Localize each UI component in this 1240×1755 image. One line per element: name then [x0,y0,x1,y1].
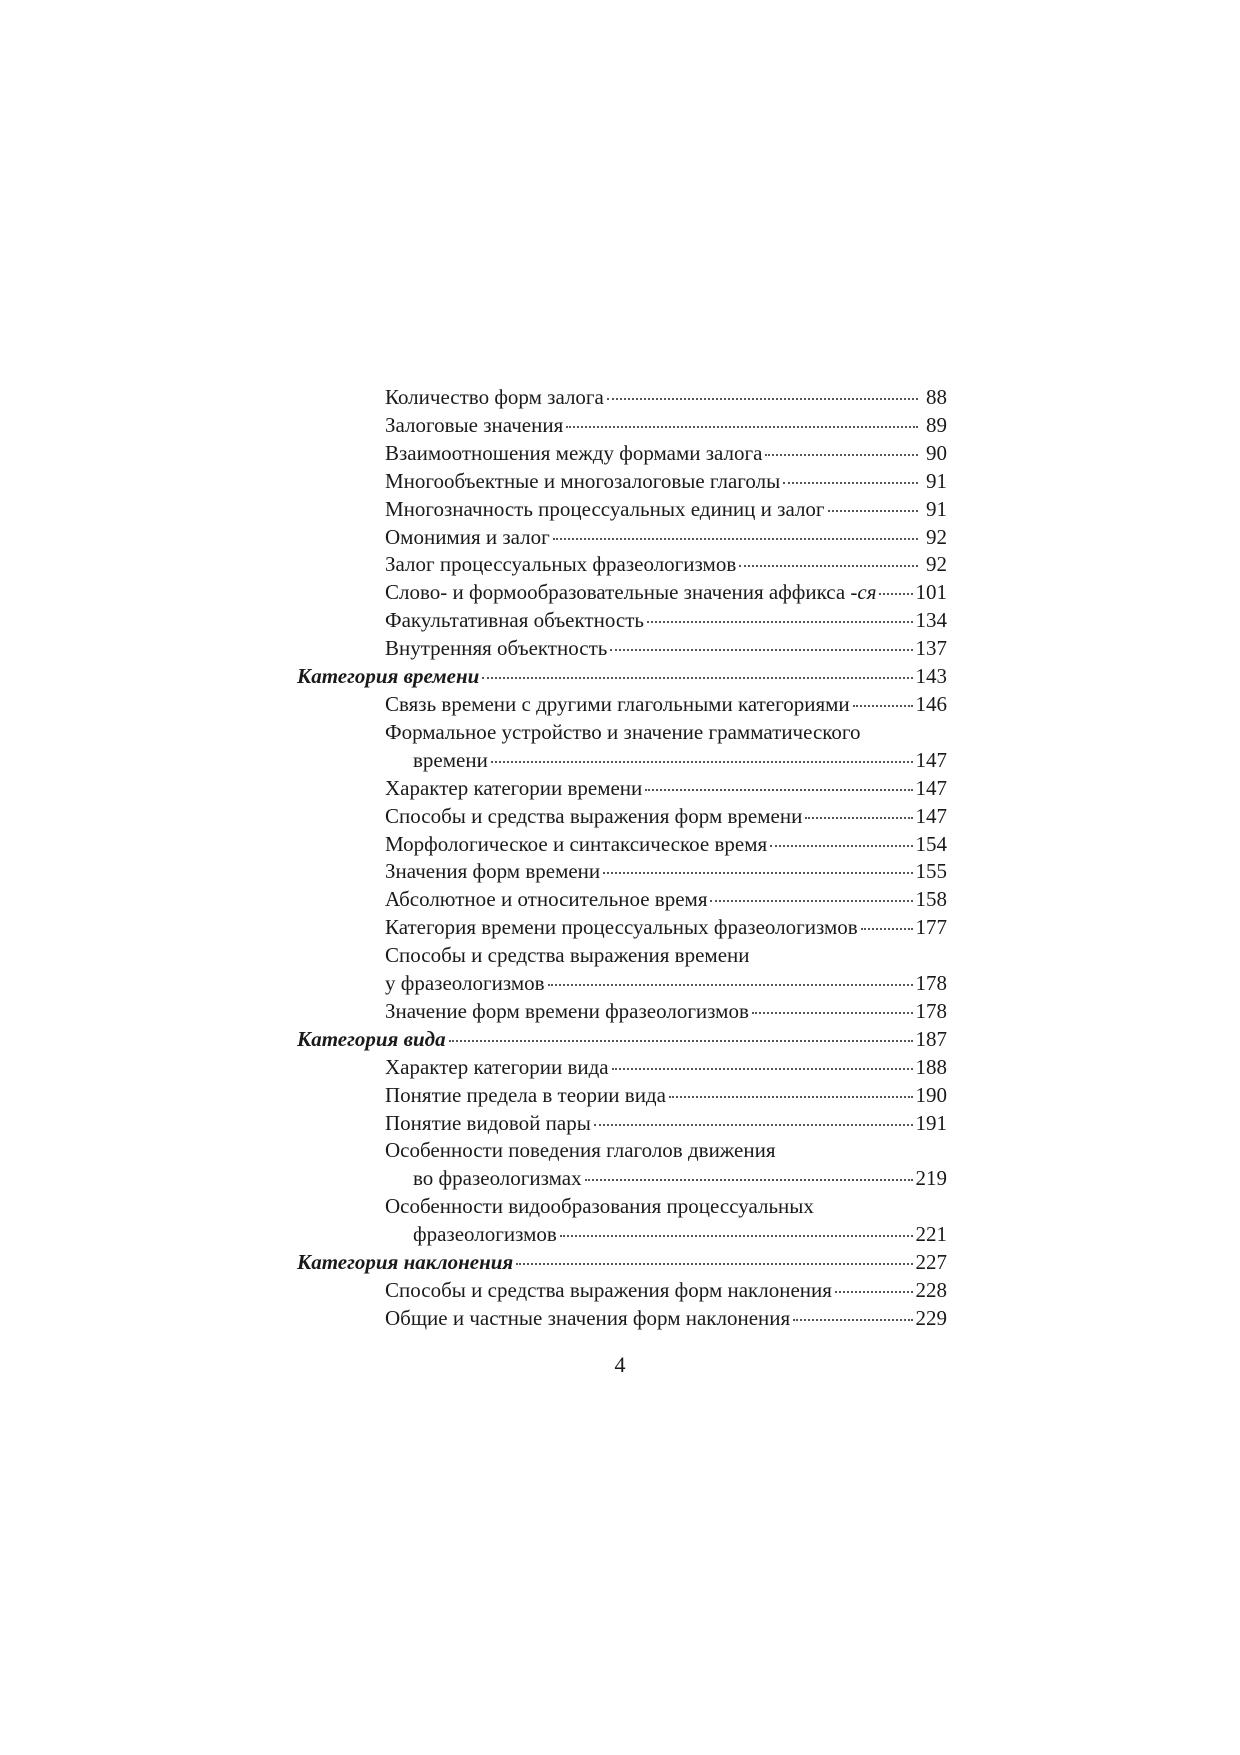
toc-page-number: 101 [915,580,947,605]
toc-page-number: 88 [926,385,947,409]
dot-leader [553,538,918,540]
toc-page-number: 219 [915,1166,947,1191]
toc-chapter-entry [297,1249,947,1277]
toc-section-entry [297,496,947,524]
toc-page-number: 155 [915,859,947,884]
toc-section-entry [297,524,947,552]
toc-page-number: 92 [926,552,947,577]
dot-leader [594,1124,913,1126]
toc-entry-title: Абсолютное и относительное время [385,887,708,912]
dot-leader [752,1012,913,1014]
toc-entry-title: Морфологическое и синтаксическое время [385,831,768,856]
toc-entry-title: Характер категории времени [385,775,643,800]
toc-page-number: 228 [915,1278,947,1302]
table-of-contents [297,384,947,1333]
dot-leader [491,761,913,763]
toc-page-number: 143 [915,664,947,689]
toc-section-entry [297,1137,947,1193]
toc-section-entry [297,858,947,886]
toc-section-entry [297,1054,947,1082]
dot-leader [828,510,918,512]
dot-leader [861,928,913,930]
dot-leader [612,1068,913,1070]
toc-section-entry [297,579,947,607]
dot-leader [765,454,918,456]
toc-entry-title: Общие и частные значения форм наклонения [385,1305,791,1330]
toc-page-number: 187 [915,1026,947,1051]
toc-entry-title: Способы и средства выражения форм наклонения [385,1278,832,1302]
dot-leader [669,1096,913,1098]
toc-section-entry [297,384,947,412]
toc-entry-title: Понятие предела в теории вида [385,1082,666,1107]
toc-page-number: 137 [915,636,947,661]
toc-page-number: 229 [915,1305,947,1330]
toc-page-number: 147 [915,803,947,828]
toc-section-entry [297,886,947,914]
dot-leader [566,426,918,428]
toc-section-entry [297,803,947,831]
toc-section-entry [297,942,947,998]
toc-section-entry [297,691,947,719]
dot-leader [610,649,912,651]
toc-entry-title: Категория времени [297,664,480,689]
toc-entry-title: Способы и средства выражения форм времени [385,803,803,828]
toc-section-entry [297,1110,947,1138]
toc-entry-title: Внутренняя объектность [385,636,608,661]
toc-page-number: 89 [926,412,947,437]
toc-page-number: 178 [915,998,947,1023]
toc-entry-title: во фразеологизмах [413,1166,582,1191]
dot-leader [516,1263,912,1265]
toc-entry-title: Многозначность процессуальных единиц и залог [385,496,825,521]
toc-page-number: 147 [915,747,947,772]
dot-leader [645,789,912,791]
dot-leader [482,677,912,679]
dot-leader [853,705,913,707]
toc-section-entry [297,998,947,1026]
toc-page-number: 146 [915,691,947,716]
toc-entry-title: Значение форм времени фразеологизмов [385,998,749,1023]
toc-entry-title: Категория времени процессуальных фразеологизмов [385,915,858,940]
toc-page-number: 91 [926,496,947,521]
toc-section-entry [297,607,947,635]
toc-page-number: 90 [926,440,947,465]
toc-entry-title: Многообъектные и многозалоговые глаголы [385,468,781,493]
toc-entry-title: Омонимия и залог [385,524,550,549]
toc-page-number: 147 [915,775,947,800]
toc-entry-title: Связь времени с другими глагольными категориями [385,691,850,716]
dot-leader [805,817,912,819]
dot-leader [793,1319,912,1321]
toc-chapter-entry [297,1026,947,1054]
toc-section-entry [297,914,947,942]
toc-page-number: 177 [915,915,947,940]
toc-section-entry [297,831,947,859]
dot-leader [647,621,913,623]
toc-section-entry [297,551,947,579]
toc-entry-title: Слово- и формообразовательные значения аффикса [385,580,846,605]
toc-section-entry [297,440,947,468]
toc-page-number: 134 [915,608,947,633]
toc-section-entry [297,1193,947,1249]
dot-leader [607,398,918,400]
toc-entry-title: Взаимоотношения между формами залога [385,440,763,465]
toc-page-number: 154 [915,831,947,856]
toc-section-entry [297,719,947,775]
toc-section-entry [297,412,947,440]
page-number: 4 [614,1352,626,1377]
toc-section-entry [297,468,947,496]
toc-entry-title: Особенности видообразования процессуальных [385,1194,814,1219]
toc-entry-title: Значения форм времени [385,859,601,884]
toc-section-entry [297,635,947,663]
toc-entry-title: Залог процессуальных фразеологизмов [385,552,737,577]
toc-page-number: 158 [915,887,947,912]
dot-leader [585,1179,913,1181]
toc-entry-title: Категория вида [297,1026,446,1051]
toc-entry-title: Особенности поведения глаголов движения [385,1138,776,1163]
affix-italic: -ся [850,580,877,605]
toc-section-entry [297,1082,947,1110]
toc-entry-title: Залоговые значения [385,412,564,437]
toc-page-number: 178 [915,971,947,996]
toc-entry-title: Категория наклонения [297,1250,514,1275]
dot-leader [879,593,912,595]
dot-leader [739,565,918,567]
toc-entry-title: Понятие видовой пары [385,1110,591,1135]
toc-page-number: 227 [915,1250,947,1275]
dot-leader [783,482,918,484]
toc-entry-title-suffix [845,579,876,607]
toc-section-entry [297,775,947,803]
dot-leader [710,900,912,902]
dot-leader [560,1235,913,1237]
toc-page-number: 188 [915,1054,947,1079]
dot-leader [603,872,912,874]
toc-entry-title: Способы и средства выражения времени [385,943,750,968]
toc-entry-title: фразеологизмов [413,1222,557,1247]
toc-entry-title: Характер категории вида [385,1054,609,1079]
toc-page-number: 91 [926,468,947,493]
dot-leader [548,984,913,986]
dot-leader [770,845,912,847]
toc-page-number: 221 [915,1222,947,1247]
toc-page-number: 191 [915,1110,947,1135]
toc-entry-title: Количество форм залога [385,385,604,409]
toc-chapter-entry [297,663,947,691]
toc-entry-title: у фразеологизмов [385,971,545,996]
toc-section-entry [297,1305,947,1333]
toc-page-number: 190 [915,1082,947,1107]
toc-section-entry [297,1277,947,1305]
toc-page-number: 92 [926,524,947,549]
toc-entry-title: времени [413,747,488,772]
toc-entry-title: Формальное устройство и значение грамматического [385,719,861,744]
dot-leader [449,1040,913,1042]
dot-leader [835,1291,913,1293]
toc-entry-title: Факультативная объектность [385,608,644,633]
